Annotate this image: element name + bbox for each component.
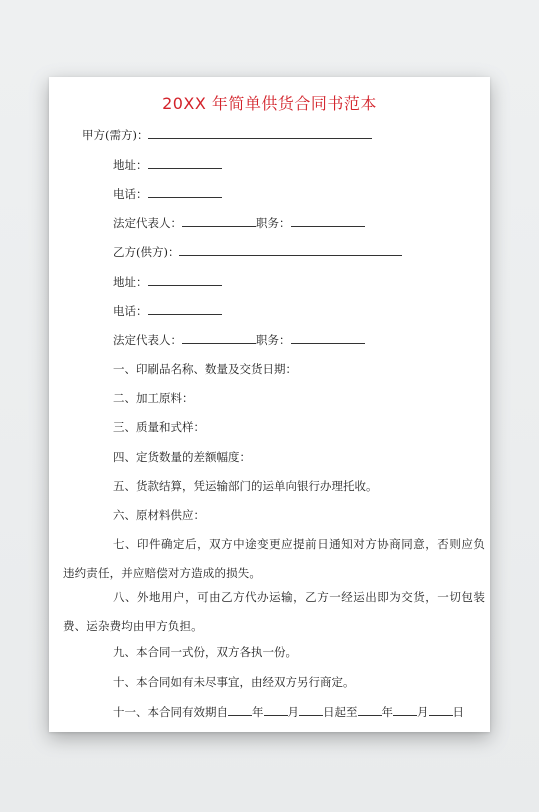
party-b-phone-blank xyxy=(148,302,222,315)
party-b-position-label: 职务： xyxy=(256,333,291,347)
clause-11 xyxy=(113,703,464,720)
party-a-position-label: 职务： xyxy=(256,216,291,230)
end-day-label: 日 xyxy=(452,705,464,719)
party-b-label: 乙方(供方)： xyxy=(113,245,180,259)
start-day-label: 日起至 xyxy=(323,705,358,719)
clause-3: 三、质量和式样： xyxy=(113,420,205,434)
party-a-address-blank xyxy=(148,156,222,169)
party-b-rep-row xyxy=(113,331,365,348)
clause-8: 八、外地用户，可由乙方代办运输，乙方一经运出即为交货，一切包装费、运杂费均由甲方负担。 xyxy=(63,590,485,633)
clause-11-prefix: 十一、本合同有效期自 xyxy=(113,705,228,719)
clause-7: 七、印件确定后，双方中途变更应提前日通知对方协商同意，否则应负违约责任，并应赔偿对方造成的损失。 xyxy=(63,537,485,580)
party-a-row xyxy=(82,126,372,143)
end-day-blank xyxy=(429,703,453,716)
clause-1: 一、印刷品名称、数量及交货日期： xyxy=(113,362,297,376)
clause-10: 十、本合同如有未尽事宜，由经双方另行商定。 xyxy=(113,675,355,689)
party-b-address-label: 地址： xyxy=(113,275,148,289)
clause-6: 六、原材料供应： xyxy=(113,508,205,522)
start-month-label: 月 xyxy=(287,705,299,719)
start-month-blank xyxy=(264,703,288,716)
party-b-phone-label: 电话： xyxy=(113,304,148,318)
end-year-blank xyxy=(358,703,382,716)
end-month-label: 月 xyxy=(417,705,429,719)
party-b-position-blank xyxy=(291,331,365,344)
clause-2: 二、加工原料： xyxy=(113,391,194,405)
document-title: 20XX 年简单供货合同书范本 xyxy=(162,94,377,113)
party-b-address-row xyxy=(113,273,222,290)
party-b-rep-blank xyxy=(182,331,256,344)
party-b-phone-row xyxy=(113,302,222,319)
end-year-label: 年 xyxy=(381,705,393,719)
party-b-blank xyxy=(179,243,402,256)
contract-page xyxy=(49,77,490,732)
party-a-phone-blank xyxy=(148,185,222,198)
party-a-rep-label: 法定代表人： xyxy=(113,216,182,230)
party-b-address-blank xyxy=(148,273,222,286)
start-year-blank xyxy=(228,703,252,716)
party-a-phone-row xyxy=(113,185,222,202)
start-day-blank xyxy=(299,703,323,716)
start-year-label: 年 xyxy=(252,705,264,719)
clause-5: 五、货款结算，凭运输部门的运单向银行办理托收。 xyxy=(113,479,378,493)
party-a-phone-label: 电话： xyxy=(113,187,148,201)
end-month-blank xyxy=(393,703,417,716)
party-a-address-label: 地址： xyxy=(113,158,148,172)
party-b-row xyxy=(113,243,402,260)
party-a-blank xyxy=(148,126,372,139)
party-a-position-blank xyxy=(291,214,365,227)
party-a-rep-row xyxy=(113,214,365,231)
party-a-label: 甲方(需方)： xyxy=(82,128,149,142)
clause-4: 四、定货数量的差额幅度： xyxy=(113,450,251,464)
party-a-rep-blank xyxy=(182,214,256,227)
clause-9: 九、本合同一式份，双方各执一份。 xyxy=(113,645,297,659)
party-a-address-row xyxy=(113,156,222,173)
party-b-rep-label: 法定代表人： xyxy=(113,333,182,347)
